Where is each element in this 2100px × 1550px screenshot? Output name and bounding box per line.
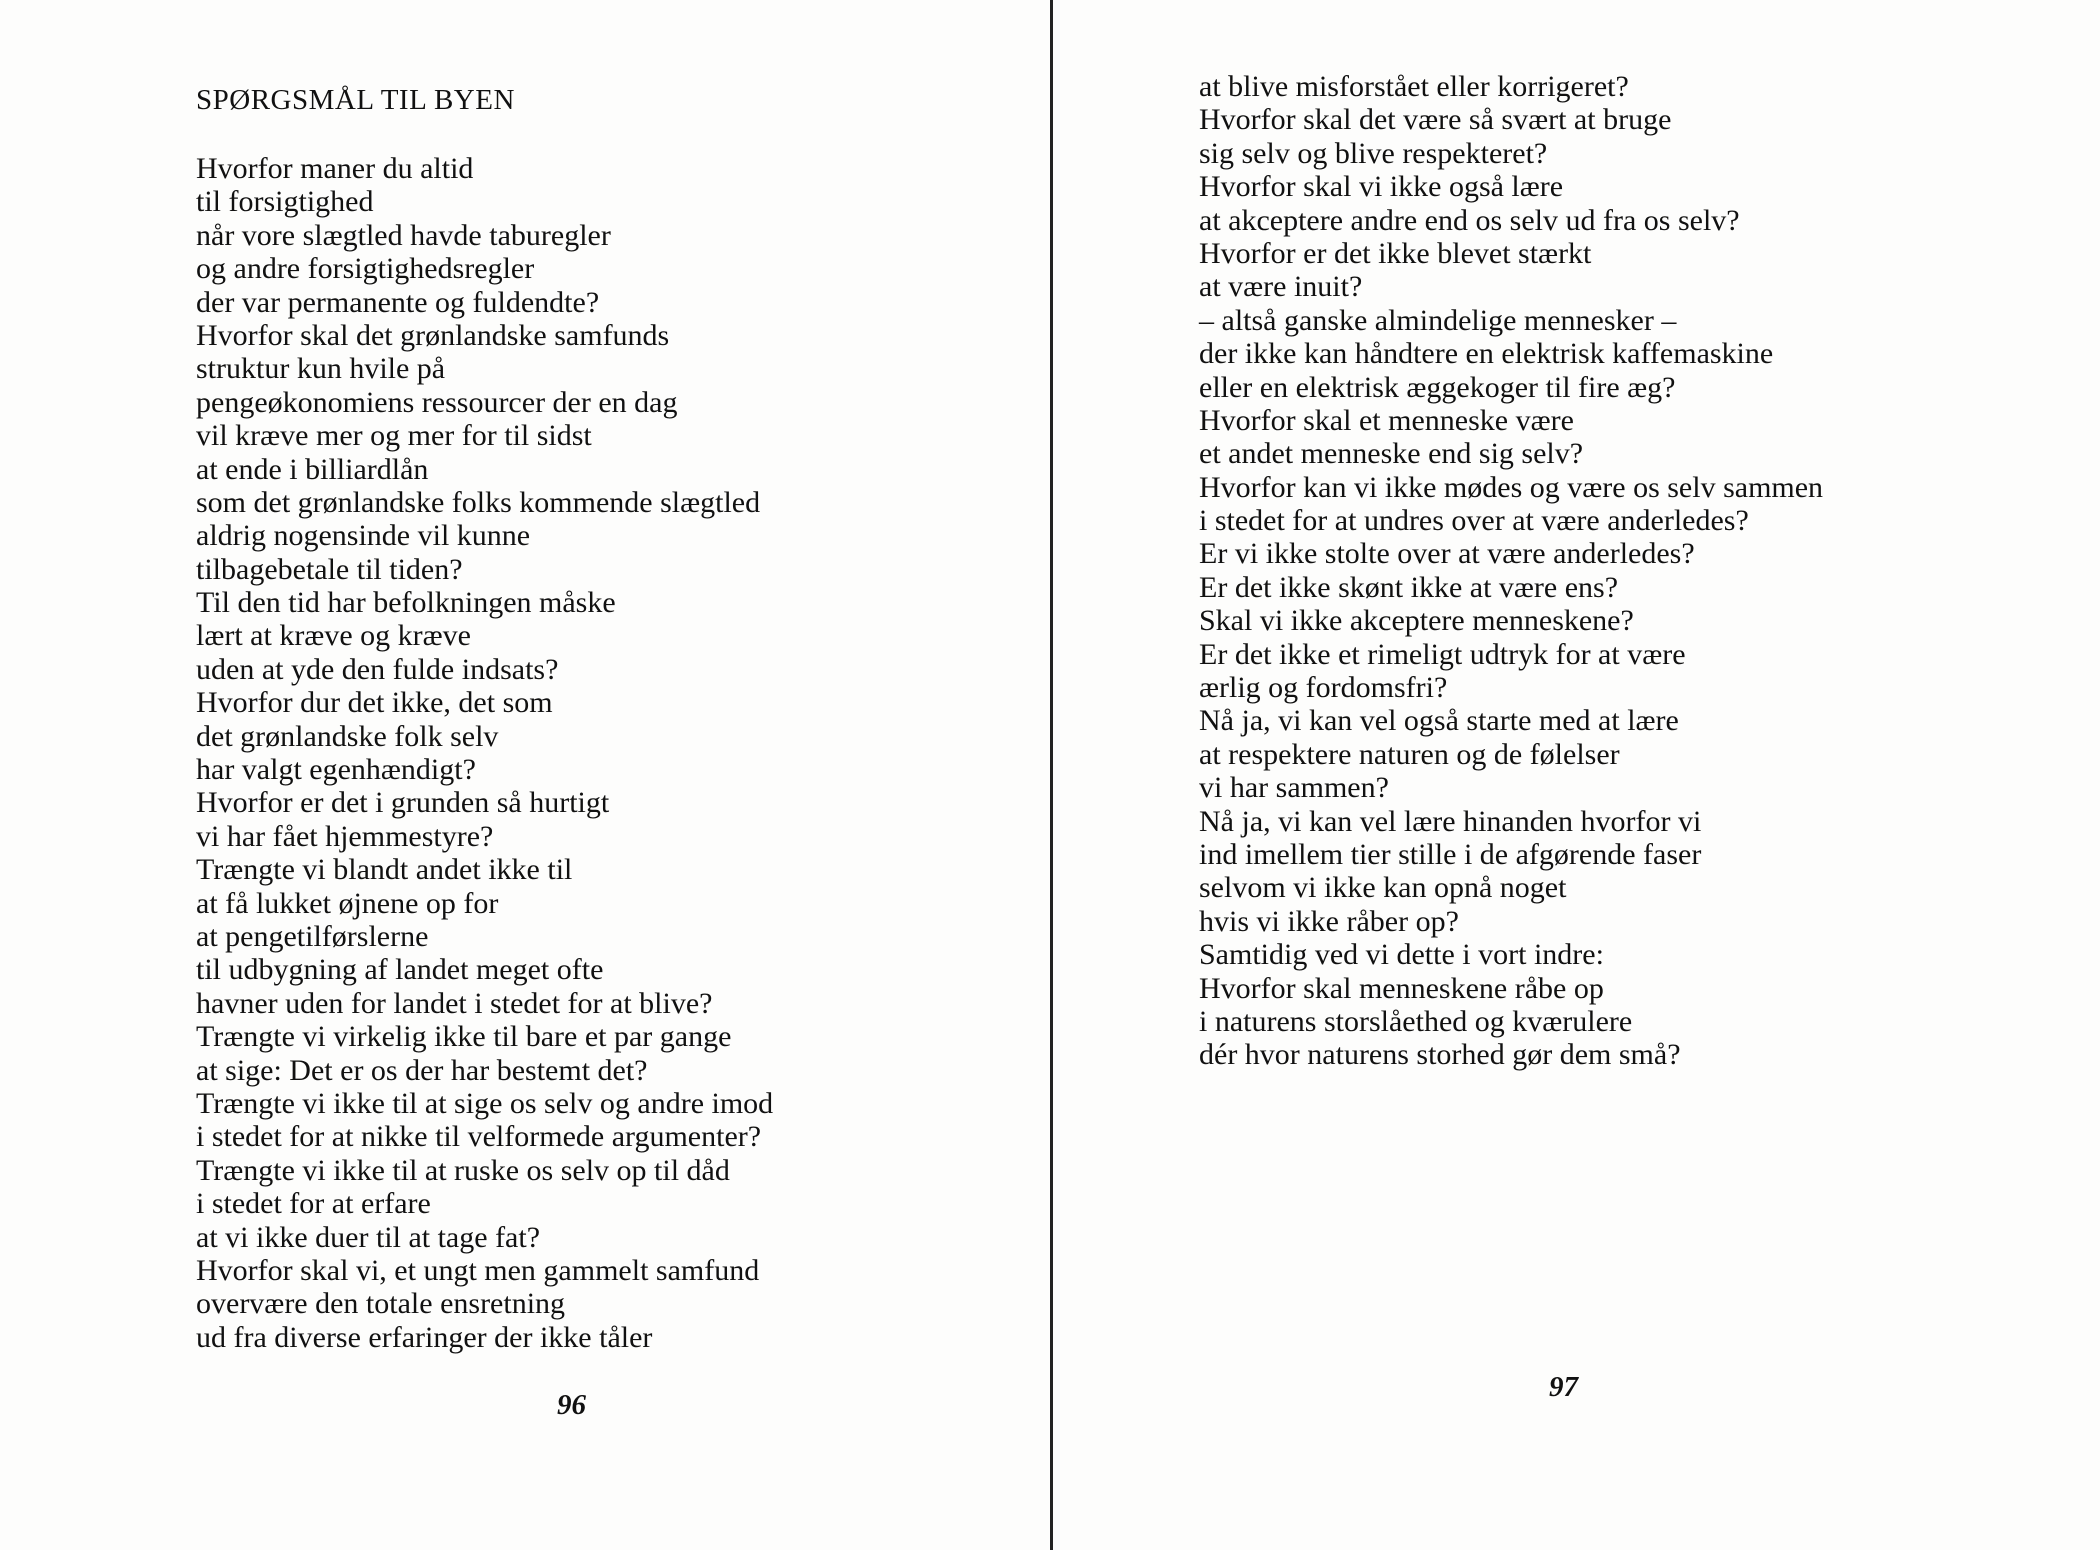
poem-line: og andre forsigtighedsregler (196, 252, 535, 286)
poem-line: Nå ja, vi kan vel også starte med at lære (1199, 704, 1679, 738)
poem-line: Er det ikke skønt ikke at være ens? (1199, 570, 1619, 604)
poem-line: ud fra diverse erfaringer der ikke tåler (196, 1320, 653, 1354)
poem-line: i stedet for at erfare (196, 1187, 431, 1221)
poem-line: Hvorfor skal vi, et ungt men gammelt samfund (196, 1253, 760, 1287)
poem-line: – altså ganske almindelige mennesker – (1199, 303, 1677, 337)
poem-title: SPØRGSMÅL TIL BYEN (196, 84, 515, 116)
poem-line: når vore slægtled havde taburegler (196, 218, 611, 252)
poem-line: uden at yde den fulde indsats? (196, 652, 559, 686)
poem-line: ærlig og fordomsfri? (1199, 671, 1448, 705)
poem-line: et andet menneske end sig selv? (1199, 437, 1584, 471)
poem-line: sig selv og blive respekteret? (1199, 136, 1548, 170)
left-poem-lines (196, 152, 773, 1354)
poem-line: ind imellem tier stille i de afgørende faser (1199, 837, 1702, 871)
poem-line: at akceptere andre end os selv ud fra os selv? (1199, 203, 1740, 237)
poem-line: Skal vi ikke akceptere menneskene? (1199, 604, 1634, 638)
poem-line: Samtidig ved vi dette i vort indre: (1199, 938, 1604, 972)
poem-line: at ende i billiardlån (196, 452, 429, 486)
poem-line: Hvorfor skal det grønlandske samfunds (196, 318, 670, 352)
poem-line: det grønlandske folk selv (196, 719, 499, 753)
poem-line: Trængte vi blandt andet ikke til (196, 853, 573, 887)
poem-line: i naturens storslåethed og kværulere (1199, 1004, 1633, 1038)
poem-line: overvære den totale ensretning (196, 1287, 566, 1321)
poem-line: pengeøkonomiens ressourcer der en dag (196, 385, 678, 419)
poem-line: der var permanente og fuldendte? (196, 285, 600, 319)
poem-line: at vi ikke duer til at tage fat? (196, 1220, 541, 1254)
poem-line: aldrig nogensinde vil kunne (196, 519, 531, 553)
poem-line: Trængte vi ikke til at ruske os selv op til dåd (196, 1153, 730, 1187)
poem-line: til forsigtighed (196, 185, 374, 219)
poem-line: at være inuit? (1199, 270, 1363, 304)
poem-line: i stedet for at nikke til velformede argumenter? (196, 1120, 762, 1154)
poem-line: havner uden for landet i stedet for at blive? (196, 986, 713, 1020)
poem-line: at sige: Det er os der har bestemt det? (196, 1053, 648, 1087)
right-page (1053, 0, 2100, 1550)
poem-line: har valgt egenhændigt? (196, 753, 476, 787)
poem-line: vil kræve mer og mer for til sidst (196, 419, 592, 453)
poem-line: Trængte vi virkelig ikke til bare et par gange (196, 1020, 732, 1054)
poem-line: lært at kræve og kræve (196, 619, 471, 653)
poem-line: Til den tid har befolkningen måske (196, 586, 616, 620)
right-poem-lines (1199, 70, 1823, 1072)
poem-line: vi har fået hjemmestyre? (196, 819, 494, 853)
poem-line: Trængte vi ikke til at sige os selv og andre imod (196, 1086, 774, 1120)
poem-line: Hvorfor skal menneskene råbe op (1199, 971, 1604, 1005)
poem-line: Nå ja, vi kan vel lære hinanden hvorfor vi (1199, 804, 1702, 838)
poem-line: Hvorfor er det i grunden så hurtigt (196, 786, 610, 820)
poem-line: at pengetilførslerne (196, 919, 429, 953)
poem-line: Hvorfor dur det ikke, det som (196, 686, 553, 720)
poem-line: Hvorfor skal et menneske være (1199, 403, 1574, 437)
poem-line: Hvorfor skal det være så svært at bruge (1199, 103, 1672, 137)
page-number-left: 96 (557, 1389, 586, 1421)
poem-line: hvis vi ikke råber op? (1199, 904, 1459, 938)
poem-line: vi har sammen? (1199, 771, 1389, 805)
poem-line: dér hvor naturens storhed gør dem små? (1199, 1038, 1681, 1072)
poem-line: Hvorfor kan vi ikke mødes og være os selv sammen (1199, 470, 1824, 504)
poem-line: eller en elektrisk æggekoger til fire æg? (1199, 370, 1676, 404)
poem-line: at blive misforstået eller korrigeret? (1199, 70, 1629, 103)
poem-line: struktur kun hvile på (196, 352, 446, 386)
poem-line: der ikke kan håndtere en elektrisk kaffemaskine (1199, 337, 1774, 371)
poem-line: tilbagebetale til tiden? (196, 552, 463, 586)
poem-line: Hvorfor er det ikke blevet stærkt (1199, 236, 1592, 270)
poem-line: som det grønlandske folks kommende slægtled (196, 485, 761, 519)
poem-line: at få lukket øjnene op for (196, 886, 499, 920)
poem-line: til udbygning af landet meget ofte (196, 953, 604, 987)
poem-line: i stedet for at undres over at være anderledes? (1199, 504, 1749, 538)
poem-line: Er det ikke et rimeligt udtryk for at være (1199, 637, 1686, 671)
poem-line: Er vi ikke stolte over at være anderledes? (1199, 537, 1695, 571)
poem-line: selvom vi ikke kan opnå noget (1199, 871, 1567, 905)
poem-line: Hvorfor skal vi ikke også lære (1199, 170, 1564, 204)
poem-line: Hvorfor maner du altid (196, 152, 474, 185)
poem-line: at respektere naturen og de følelser (1199, 737, 1620, 771)
page-number-right: 97 (1549, 1371, 1578, 1403)
